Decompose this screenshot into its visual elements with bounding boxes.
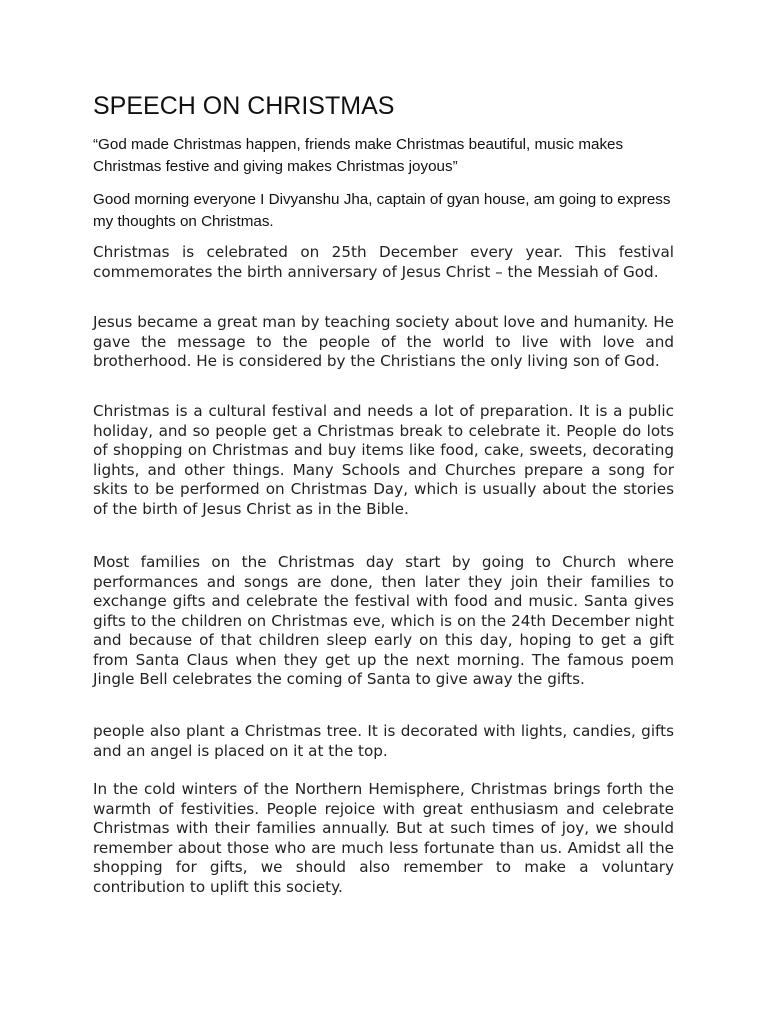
- body-paragraph: In the cold winters of the Northern Hemisphere, Christmas brings forth the warmth of festivities. People rejoice with great enthusiasm and celebrate Christmas with their families annually. But at such times of joy, we should remember about those who are much less fortunate than us. Amidst all the shopping for gifts, we should also remember to make a voluntary contribution to uplift this society.: [93, 780, 674, 896]
- greeting-paragraph: Good morning everyone I Divyanshu Jha, captain of gyan house, am going to express my thoughts on Christmas.: [93, 191, 671, 230]
- body-paragraph: Most families on the Christmas day start by going to Church where performances and songs are done, then later they join their families to exchange gifts and celebrate the festival with food and music. Santa gives gifts to the children on Christmas eve, which is on the 24th December night and because of that children sleep early on this day, hoping to get a gift from Santa Claus when they get up the next morning. The famous poem Jingle Bell celebrates the coming of Santa to give away the gifts.: [93, 553, 674, 688]
- opening-quote: “God made Christmas happen, friends make Christmas beautiful, music makes Christmas festive and giving makes Christmas joyous”: [93, 136, 624, 175]
- body-paragraph: Jesus became a great man by teaching society about love and humanity. He gave the message to the people of the world to live with love and brotherhood. He is considered by the Christians the only living son of God.: [93, 313, 674, 370]
- body-paragraph: people also plant a Christmas tree. It is decorated with lights, candies, gifts and an angel is placed on it at the top.: [93, 722, 674, 760]
- body-paragraph: Christmas is a cultural festival and needs a lot of preparation. It is a public holiday, and so people get a Christmas break to celebrate it. People do lots of shopping on Christmas and buy items like food, cake, sweets, decorating lights, and other things. Many Schools and Churches prepare a song for skits to be performed on Christmas Day, which is usually about the stories of the birth of Jesus Christ as in the Bible.: [93, 402, 674, 518]
- document-title: SPEECH ON CHRISTMAS: [93, 92, 395, 120]
- body-paragraph: Christmas is celebrated on 25th December every year. This festival commemorates the birth anniversary of Jesus Christ – the Messiah of God.: [93, 243, 674, 281]
